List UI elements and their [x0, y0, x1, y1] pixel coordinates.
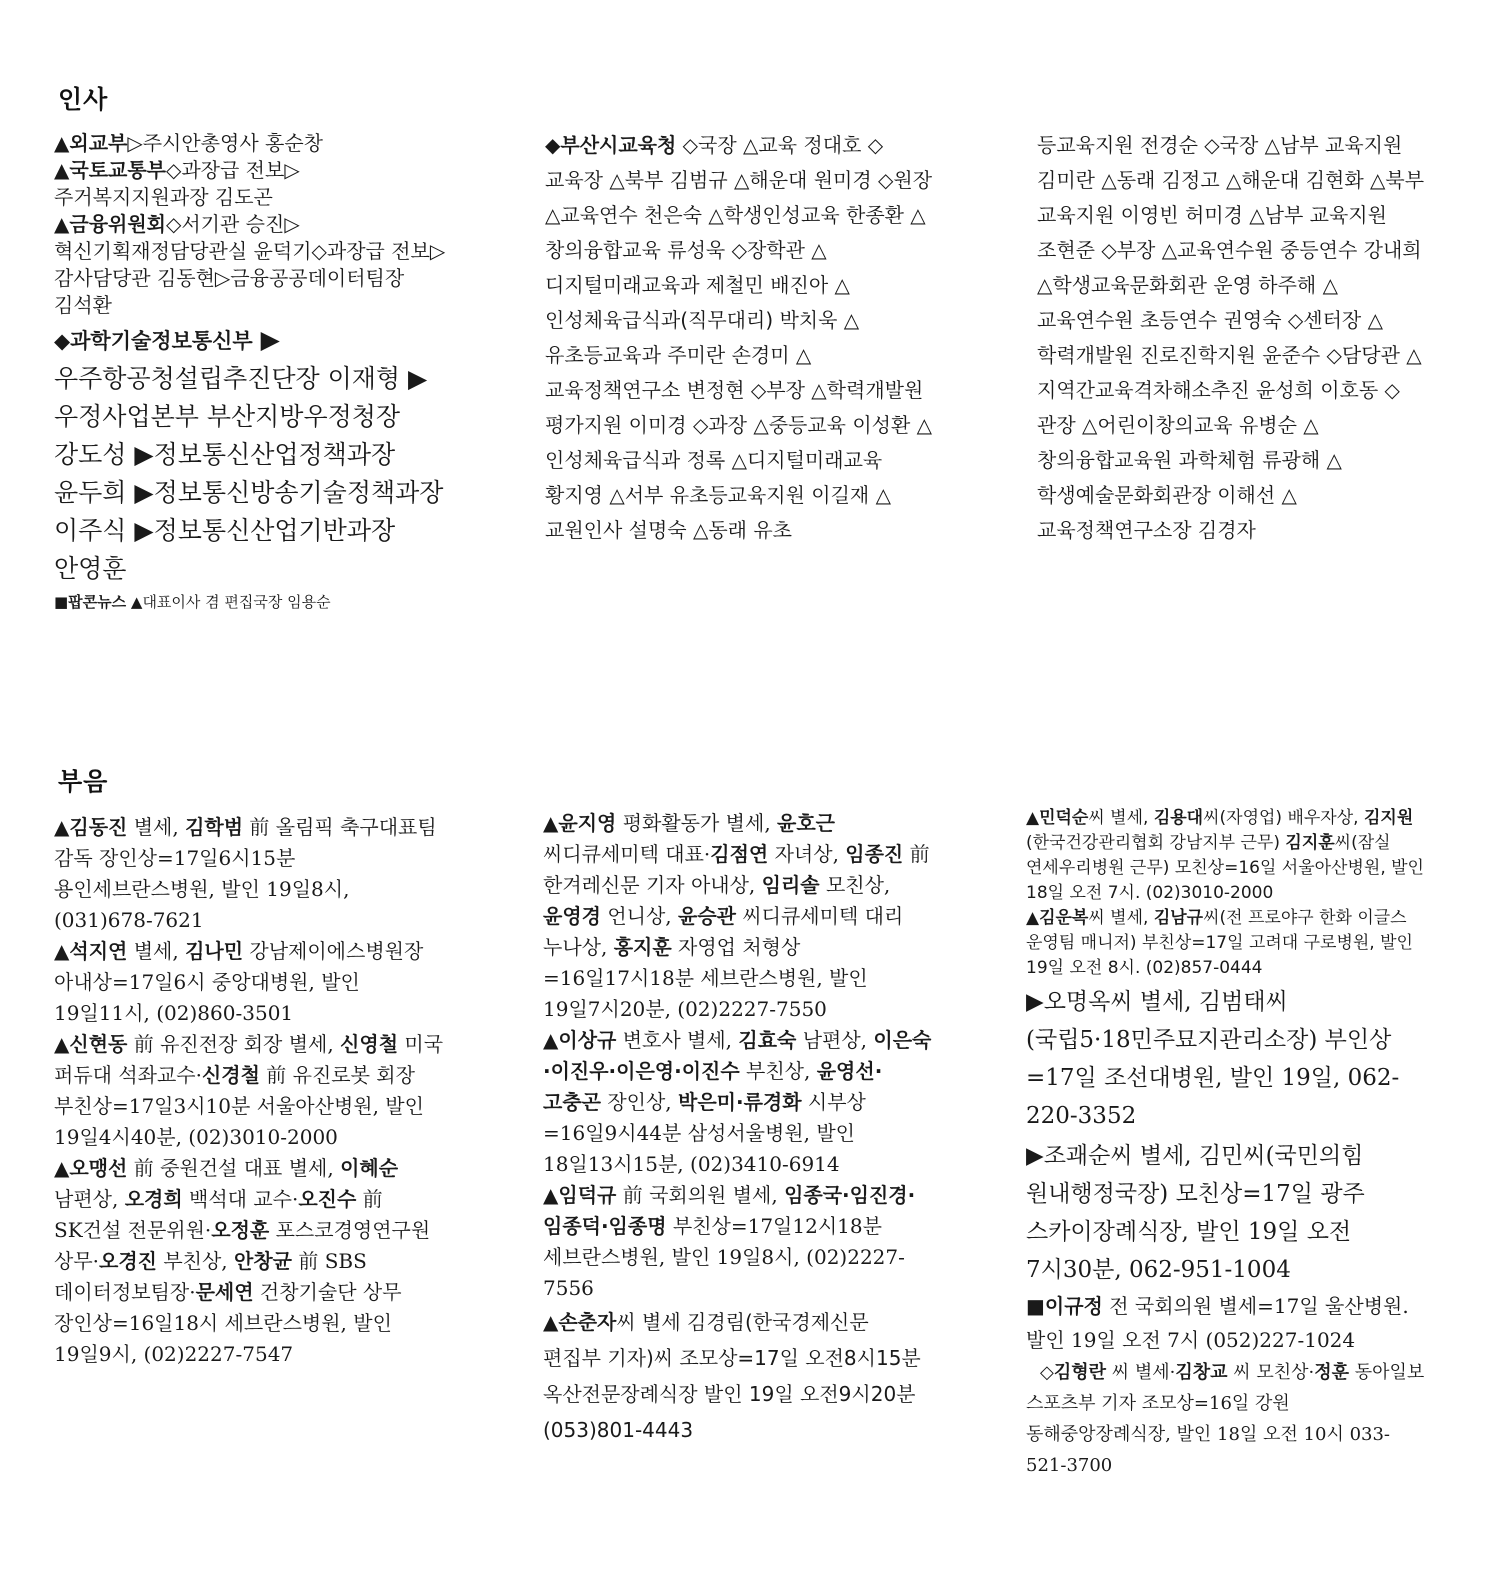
obituary-entry: ▶오명옥씨 별세, 김범태씨(국립5·18민주묘지관리소장) 부인상=17일 조선대병원, 발인 19일, 062-220-3352 [1026, 989, 1400, 1129]
bueum-heading: 부음 [58, 767, 109, 796]
obituary-entry: ▲김운복씨 별세, 김남규씨(전 프로야구 한화 이글스 운영팀 매니저) 부친상=17일 고려대 구로병원, 발인 19일 오전 8시. (02)857-0444 [1026, 908, 1413, 978]
insa-entry-molit: ▲국토교통부◇과장급 전보▷주거복지지원과장 김도곤 [54, 158, 300, 209]
obituary-entry: ▶조괘순씨 별세, 김민씨(국민의힘 원내행정국장) 모친상=17일 광주 스카이장례식장, 발인 19일 오전 7시30분, 062-951-1004 [1026, 1143, 1365, 1283]
insa-column-3 [1037, 128, 1427, 548]
obituary-entry: ▲손춘자씨 별세 김경림(한국경제신문 편집부 기자)씨 조모상=17일 오전8시15분 옥산전문장례식장 발인 19일 오전9시20분 (053)801-4443 [543, 1310, 921, 1442]
obituary-entry: ▲김동진 별세, 김학범 前 올림픽 축구대표팀 감독 장인상=17일6시15분 용인세브란스병원, 발인 19일8시, (031)678-7621 [54, 815, 437, 932]
bueum-column-2 [543, 808, 933, 1448]
obituary-entry: ◇김형란 씨 별세·김창교 씨 모친상·정훈 동아일보 스포츠부 기자 조모상=16일 강원 동해중앙장례식장, 발인 18일 오전 10시 033-521-3700 [1026, 1362, 1425, 1476]
bueum-column-1 [54, 812, 446, 1370]
obituary-entry: ▲신현동 前 유진전장 회장 별세, 신영철 미국 퍼듀대 석좌교수·신경철 前 유진로봇 회장 부친상=17일3시10분 서울아산병원, 발인 19일4시40분, (02)3010-2000 [54, 1032, 444, 1149]
insa-entry-busan-edu: ◆부산시교육청 ◇국장 △교육 정대호 ◇교육장 △북부 김범규 △해운대 원미경 ◇원장 △교육연수 천은숙 △학생인성교육 한종환 △창의융합교육 류성욱 ◇장학관 △디지털미래교육과 제철민 배진아 △인성체육급식과(직무대리) 박치욱 △유초등교육과 주미란 손경미 △교육정책연구소 변정현 ◇부장 △학력개발원 평가지원 이미경 ◇과장 △중등교육 이성환 △인성체육급식과 정록 △디지털미래교육 황지영 △서부 유초등교육지원 이길재 △교원인사 설명숙 △동래 유초 [545, 133, 933, 542]
insa-heading: 인사 [58, 85, 109, 114]
obituary-entry: ▲윤지영 평화활동가 별세, 윤호근 씨디큐세미텍 대표·김점연 자녀상, 임종진 前 한겨레신문 기자 아내상, 임리솔 모친상, 윤영경 언니상, 윤승관 씨디큐세미텍 대리 누나상, 홍지훈 자영업 처형상=16일17시18분 세브란스병원, 발인 19일7시20분, (02)2227-7550 [543, 811, 930, 1021]
obituary-entry: ▲민덕순씨 별세, 김용대씨(자영업) 배우자상, 김지원(한국건강관리협회 강남지부 근무) 김지훈씨(잠실 연세우리병원 근무) 모친상=16일 서울아산병원, 발인 18일 오전 7시. (02)3010-2000 [1026, 808, 1424, 903]
insa-entry-busan-edu-cont: 등교육지원 전경순 ◇국장 △남부 교육지원 김미란 △동래 김정고 △해운대 김현화 △북부 교육지원 이영빈 허미경 △남부 교육지원 조현준 ◇부장 △교육연수원 중등연수 강내희 △학생교육문화회관 운영 하주해 △교육연수원 초등연수 권영숙 ◇센터장 △학력개발원 진로진학지원 윤준수 ◇담당관 △지역간교육격차해소추진 윤성희 이호동 ◇관장 △어린이창의교육 유병순 △창의융합교육원 과학체험 류광해 △학생예술문화회관장 이해선 △교육정책연구소장 김경자 [1037, 133, 1425, 542]
insa-column-2 [545, 128, 935, 548]
obituary-entry: ▲이상규 변호사 별세, 김효숙 남편상, 이은숙·이진우·이은영·이진수 부친상, 윤영선·고충곤 장인상, 박은미·류경화 시부상=16일9시44분 삼성서울병원, 발인 18일13시15분, (02)3410-6914 [543, 1028, 932, 1176]
obituary-entry: ▲임덕규 前 국회의원 별세, 임종국·임진경·임종덕·임종명 부친상=17일12시18분 세브란스병원, 발인 19일8시, (02)2227-7556 [543, 1183, 916, 1300]
obituary-entry: ▲오맹선 前 중원건설 대표 별세, 이혜순 남편상, 오경희 백석대 교수·오진수 前 SK건설 전문위원·오정훈 포스코경영연구원 상무·오경진 부친상, 안창균 前 SBS 데이터정보팀장·문세연 건창기술단 상무 장인상=16일18시 세브란스병원, 발인 19일9시, (02)2227-7547 [54, 1156, 431, 1366]
insa-column-1 [54, 130, 446, 614]
obituary-entry: ▲석지연 별세, 김나민 강남제이에스병원장 아내상=17일6시 중앙대병원, 발인 19일11시, (02)860-3501 [54, 939, 424, 1025]
insa-entry-msit: ◆과학기술정보통신부 ▶우주항공청설립추진단장 이재형 ▶우정사업본부 부산지방우정청장 강도성 ▶정보통신산업정책과장 윤두희 ▶정보통신방송기술정책과장 이주식 ▶정보통신산업기반과장 안영훈 [54, 325, 444, 583]
obituary-entry: ■이규정 전 국회의원 별세=17일 울산병원. 발인 19일 오전 7시 (052)227-1024 [1026, 1294, 1409, 1352]
insa-entry-mofa: ▲외교부▷주시안총영사 홍순창 [54, 131, 323, 155]
bueum-column-3 [1026, 806, 1426, 1481]
insa-entry-popcorn: ■팝콘뉴스 ▲대표이사 겸 편집국장 임용순 [54, 593, 331, 611]
insa-entry-fsc: ▲금융위원회◇서기관 승진▷혁신기획재정담당관실 윤덕기◇과장급 전보▷감사담당관 김동현▷금융공공데이터팀장 김석환 [54, 212, 446, 317]
